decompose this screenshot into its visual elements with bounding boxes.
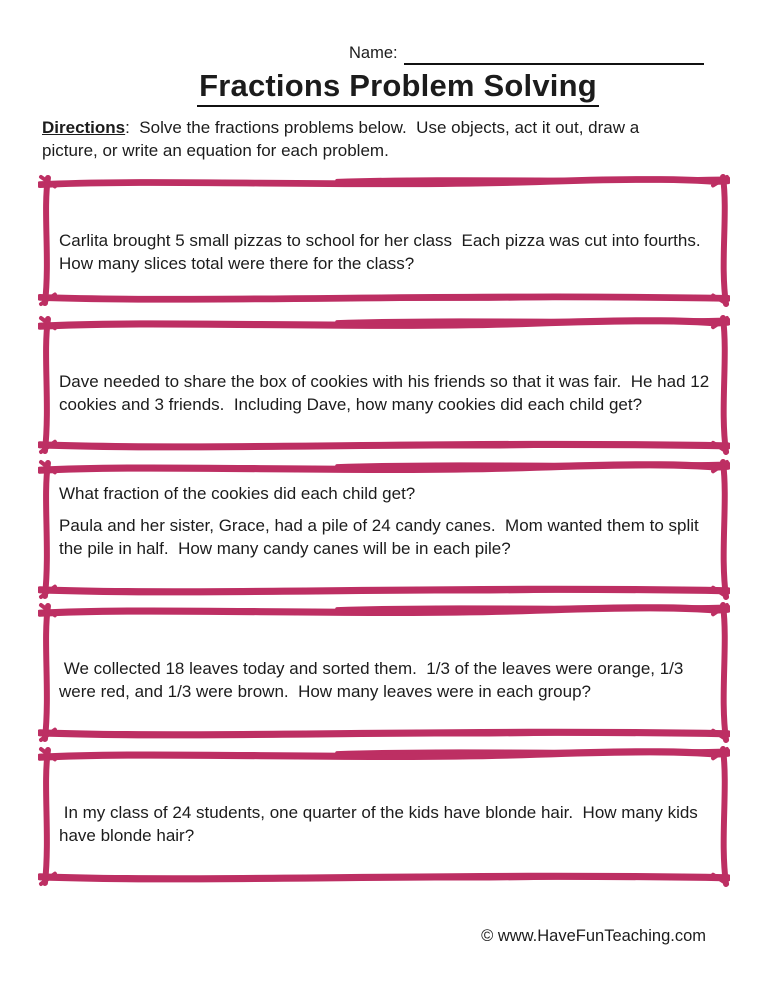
problem-2-paragraph-1: Dave needed to share the box of cookies with his friends so that it was fair. He had 12 cookies and 3 friends. Including Dave, how many cookies did each child get? — [59, 372, 714, 414]
name-field-row — [349, 44, 704, 65]
directions — [42, 117, 694, 162]
problem-5-paragraph: In my class of 24 students, one quarter of the kids have blonde hair. How many kids have blonde hair? — [59, 803, 703, 845]
problem-4-paragraph: We collected 18 leaves today and sorted them. 1/3 of the leaves were orange, 1/3 were red, and 1/3 were brown. How many leaves were in each group? — [59, 659, 689, 701]
problem-box-4 — [38, 602, 730, 743]
problem-box-3 — [38, 459, 730, 600]
problem-3-paragraph: Paula and her sister, Grace, had a pile of 24 candy canes. Mom wanted them to split the pile in half. How many candy canes will be in each pile? — [59, 516, 704, 558]
directions-label: Directions — [42, 118, 126, 137]
title-wrap — [0, 68, 772, 107]
problem-text — [59, 757, 712, 892]
page-title: Fractions Problem Solving — [197, 68, 599, 107]
problem-text — [59, 185, 712, 320]
name-blank-line — [404, 45, 704, 65]
problem-text — [59, 613, 712, 748]
problem-1-paragraph: Carlita brought 5 small pizzas to school for her class Each pizza was cut into fourths. How many slices total were there for the class? — [59, 231, 706, 273]
copyright-footer: © www.HaveFunTeaching.com — [481, 927, 706, 945]
problem-box-5 — [38, 746, 730, 887]
problem-text — [59, 470, 712, 605]
name-label: Name: — [349, 44, 398, 62]
problem-box-1 — [38, 174, 730, 307]
problem-box-2 — [38, 315, 730, 503]
directions-text: : Solve the fractions problems below. Use objects, act it out, draw a picture, or write an equation for each problem. — [42, 118, 644, 160]
problem-2-paragraph-2: What fraction of the cookies did each child get? — [59, 484, 416, 503]
